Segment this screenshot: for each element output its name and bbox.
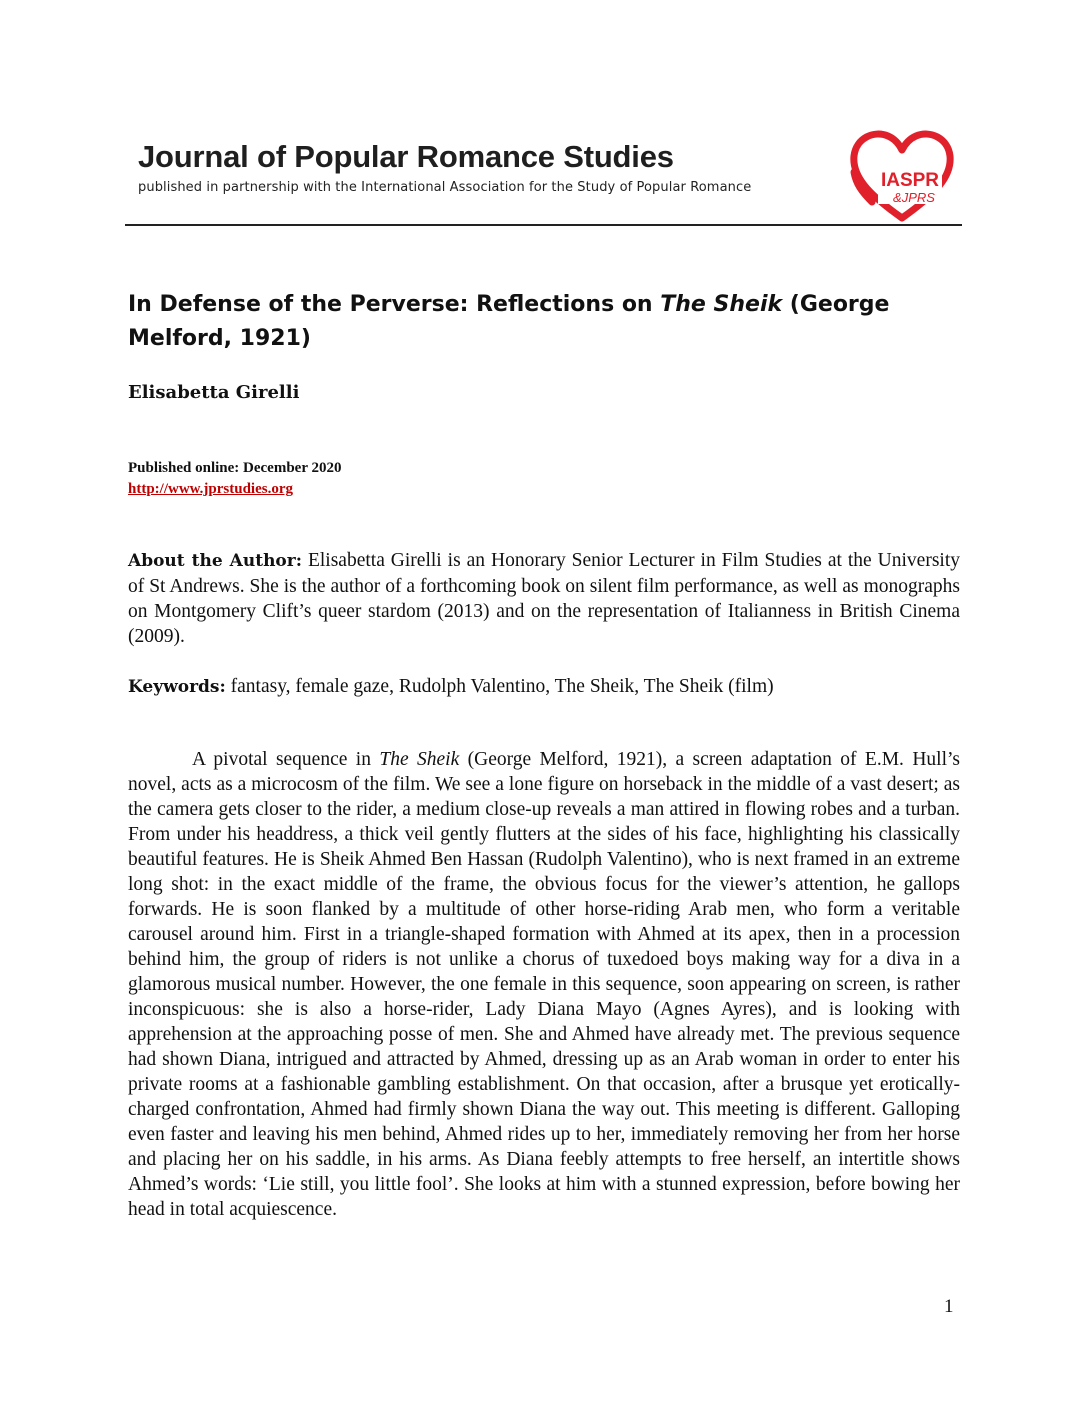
article-title — [128, 288, 968, 356]
journal-url-link[interactable]: http://www.jprstudies.org — [128, 481, 294, 497]
author-name: Elisabetta Girelli — [128, 382, 300, 403]
publication-info — [128, 458, 341, 500]
about-text: Elisabetta Girelli is an Honorary Senior Lecturer in Film Studies at the University of St Andrews. She is the author of a forthcoming book on silent film performance, as well as monographs on Montgomery Clift’s queer stardom (2013) and on the representation of Italianness in British Cinema (2009). — [128, 550, 960, 647]
body-paragraph-italic: The Sheik — [379, 749, 460, 770]
published-online: Published online: December 2020 — [128, 460, 342, 476]
body-paragraph — [128, 747, 960, 1222]
keywords — [128, 674, 960, 700]
logo-line1: IASPR — [880, 170, 940, 191]
article-title-part2: (George Melford, 1921) — [128, 292, 890, 351]
journal-header — [138, 138, 838, 195]
about-the-author — [128, 548, 960, 649]
header-divider — [125, 224, 962, 226]
logo-line2: &JPRS — [893, 190, 935, 205]
body-paragraph-start: A pivotal sequence in — [192, 749, 380, 770]
journal-subtitle: published in partnership with the International Association for the Study of Popular Romance — [138, 180, 752, 195]
journal-title: Journal of Popular Romance Studies — [138, 139, 674, 174]
keywords-text: fantasy, female gaze, Rudolph Valentino, The Sheik, The Sheik (film) — [225, 676, 774, 697]
about-label: About the Author: — [128, 551, 302, 571]
article-title-italic: The Sheik — [660, 292, 783, 317]
keywords-label: Keywords: — [128, 677, 226, 697]
heart-logo-icon — [848, 128, 956, 224]
iaspr-logo — [848, 128, 956, 224]
body-paragraph-rest: (George Melford, 1921), a screen adaptation of E.M. Hull’s novel, acts as a microcosm of the film. We see a lone figure on horseback in the middle of a vast desert; as the camera gets closer to the rider, a medium close-up reveals a man attired in flowing robes and a turban. From under his headdress, a thick veil gently flutters at the sides of his face, highlighting his classically beautiful features. He is Sheik Ahmed Ben Hassan (Rudolph Valentino), who is next framed in an extreme long shot: in the exact middle of the frame, the obvious focus for the viewer’s attention, he gallops forwards. He is soon flanked by a multitude of other horse-riding Arab men, who form a veritable carousel around him. First in a triangle-shaped formation with Ahmed at its apex, then in a procession behind him, the group of riders is not unlike a chorus of tuxedoed boys making way for a diva in a glamorous musical number. However, the one female in this sequence, soon appearing on screen, is rather inconspicuous: she is also a horse-rider, Lady Diana Mayo (Agnes Ayres), and is looking with apprehension at the approaching posse of men. She and Ahmed have already met. The previous sequence had shown Diana, intrigued and attracted by Ahmed, dressing up as an Arab woman in order to enter his private rooms at a fashionable gambling establishment. On that occasion, after a brusque yet erotically-charged confrontation, Ahmed had firmly shown Diana the way out. This meeting is different. Galloping even faster and leaving his men behind, Ahmed rides up to her, immediately removing her from her horse and placing her on his saddle, in his arms. As Diana feebly attempts to free herself, an intertitle shows Ahmed’s words: ‘Lie still, you little fool’. She looks at him with a stunned expression, before bowing her head in total acquiescence. — [128, 749, 960, 1220]
page-number: 1 — [944, 1296, 954, 1317]
article-title-part1: In Defense of the Perverse: Reflections on — [128, 292, 661, 317]
